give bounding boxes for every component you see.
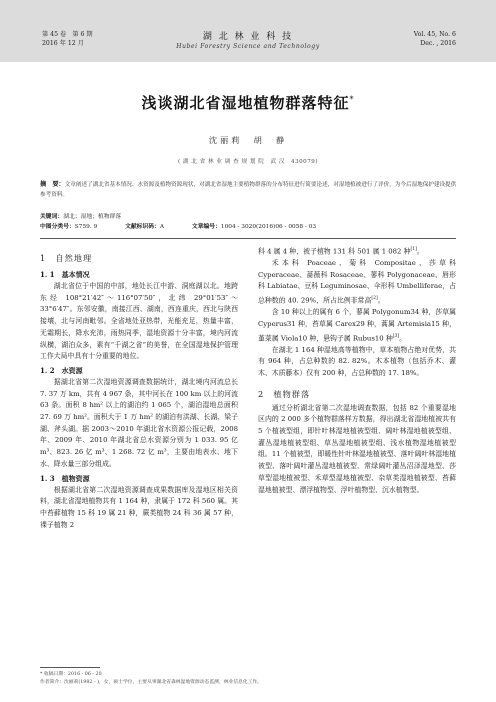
publication-date-cn: 2016 年 12 月 [42, 40, 84, 47]
affiliation: ( 湖 北 省 林 业 调 查 规 划 院 武 汉 430079) [177, 159, 319, 165]
section-heading: 1 自然地理 [40, 253, 93, 263]
article-meta [40, 213, 460, 232]
doc-code-item [125, 223, 164, 233]
right-column [258, 244, 456, 496]
footnote-divider [40, 667, 100, 668]
left-column [40, 244, 238, 531]
authors: 沈丽莉 胡 静 [208, 135, 288, 145]
volume-issue-en: Vol. 45, No. 6 [413, 31, 456, 38]
article-title [0, 92, 496, 113]
subsection-heading: 1. 3 植物资源 [40, 473, 90, 483]
paragraph: 根据湖北省第二次湿地资源调查成果数据库及湿地区相关资料，湖北省湿地植物共有 1 164 种，隶属于 172 科 560 属。其中苔藓植物 15 科 19 属 21 种，蕨类植物 24 科 36 属 57 种，裸子植物 2 [40, 485, 238, 529]
volume-issue: 第 45 卷 第 6 期 [42, 31, 93, 38]
paragraph: 湖北省位于中国的中部，地处长江中游、洞庭湖以北。地跨东经 108°21′42″～116°07′50″，北纬 29°01′53″～33°6′47″。东邻安徽，南接江西、湖南，西连重庆，西北与陕西接壤，北与河南毗邻。全省地处亚热带，光能充足，热量丰富，无霜期长，降水充沛，雨热同季，湿地资源十分丰富，境内河流纵横，湖泊众多，素有“千湖之省”的美誉，在全国湿地保护管理工作大局中具有十分重要的地位。 [40, 282, 238, 361]
clc-item [40, 223, 97, 233]
journal-name-cn: 湖 北 林 业 科 技 [202, 32, 294, 42]
paragraph-text: 科 4 属 4 种，被子植物 131 科 501 属 1 082 种 [258, 247, 411, 256]
citation: [2] [371, 296, 378, 302]
publication-date-en: Dec. , 2016 [420, 40, 456, 47]
citation: [1] [410, 247, 417, 252]
article-no-label: 文章编号： [191, 223, 221, 230]
punctuation: 。 [399, 333, 406, 342]
punctuation: 。 [416, 247, 424, 256]
article-number: 1004 - 3020(2016)06 - 0058 - 03 [220, 223, 317, 230]
subsection-heading: 1. 1 基本情况 [40, 270, 90, 279]
article-title-text: 浅谈湖北省湿地植物群落特征 [141, 94, 350, 112]
header-right [414, 30, 456, 48]
clc-label: 中图分类号： [40, 223, 75, 230]
doc-code: A [159, 223, 165, 230]
classification-line [40, 223, 460, 233]
footnote [40, 671, 460, 686]
abstract [40, 180, 460, 200]
keywords-line [40, 213, 460, 223]
author-bio: 作者简介：沈丽莉(1982 - )，女，硕士学位，主要从事湖北省森林湿地资源动态监测、林业信息化工作。 [40, 679, 263, 685]
header-divider [40, 238, 456, 239]
paragraph: 在湖北 1 164 种湿地高等植物中，草本植物占绝对优势，共有 964 种，占总种数的 82. 82%。木本植物（包括乔木、灌木、木质藤本）仅有 200 种，占总种数的 17. 18%。 [258, 345, 456, 377]
paragraph [258, 307, 456, 344]
paragraph [258, 244, 456, 258]
abstract-text: 文章阐述了湖北省基本情况、水资源及植物资源现状，对湖北省湿地主要植物群落的分布特征进行简要论述，对湿地植被进行了评价，为今后湿地保护建设提供参考资料。 [40, 182, 457, 198]
citation: [3] [392, 333, 400, 339]
received-date: * 收稿日期：2016 - 06 - 20 [40, 672, 102, 677]
abstract-label: 摘 要： [40, 181, 65, 188]
paragraph: 据湖北省第二次湿地资源调查数据统计，湖北境内河流总长 7. 37 万 km，共有 4 967 条，其中河长在 100 km 以上的河流 63 条。面积 8 hm² 以上的湖泊约 1 065 个，湖泊湿地总面积 27. 69 万 hm²。面积大于 1 万 hm² 的湖泊有洪湖、长湖、梁子湖、斧头湖。据 2003～2010 年湖北省水资源公报记载，2008 年、2009 年、2010 年湖北省总水资源分别为 1 033. 95 亿 m³、823. 26 亿 m³、1 268. 72 亿 m³，主要由地表水、地下水、降水量三部分组成。 [40, 377, 238, 468]
paragraph-text: 禾本科 Poaceae、菊科 Compositae、莎草科 Cyperaceae、蔷薇科 Rosaceae、蓼科 Polygonaceae、唇形科 Labiatae、豆科 Leguminosae、伞形科 Umbelliferae，占总种数的 40. 29%，所占比例非常高 [258, 259, 456, 305]
clc-number: S759. 9 [74, 223, 98, 230]
article-no-item [192, 223, 316, 233]
punctuation: 。 [377, 296, 385, 305]
paragraph: 通过分析湖北省第二次湿地调查数据，包括 82 个重要湿地区内的 2 000 多个植物群落样方数据，得出湖北省湿地植被共有 5 个植被型组，即针叶林湿地植被型组、阔叶林湿地植被型组、灌丛湿地植被型组、草丛湿地植被型组、浅水植物湿地植被型组。11 个植被型，即暖性针叶林湿地植被型、落叶阔叶林湿地植被型、落叶阔叶灌丛湿地植被型、常绿阔叶灌丛沼泽湿地型、莎草型湿地植被型、禾草型湿地植被型、杂草类湿地植被型、苔藓湿地植被型、漂浮植物型、浮叶植物型、沉水植物型。 [258, 403, 456, 494]
title-footnote-mark: * [349, 95, 355, 104]
keywords: 湖北；湿地；植物群落 [63, 214, 122, 220]
journal-header [0, 0, 496, 62]
section-heading: 2 植物群落 [258, 388, 311, 399]
subsection-heading: 1. 2 水资源 [40, 365, 83, 375]
paragraph [258, 258, 456, 307]
journal-name-en: Hubei Forestry Science and Technology [176, 43, 320, 50]
paragraph-text: 含 10 种以上的属有 6 个，蓼属 Polygonum34 种，莎草属 Cyperus31 种，苔草属 Carex29 种，蒿属 Artemisia15 种，堇菜属 Viola10 种，悬钩子属 Rubus10 种 [258, 308, 456, 342]
doc-code-label: 文献标识码： [125, 223, 160, 230]
keywords-label: 关键词： [40, 214, 64, 220]
